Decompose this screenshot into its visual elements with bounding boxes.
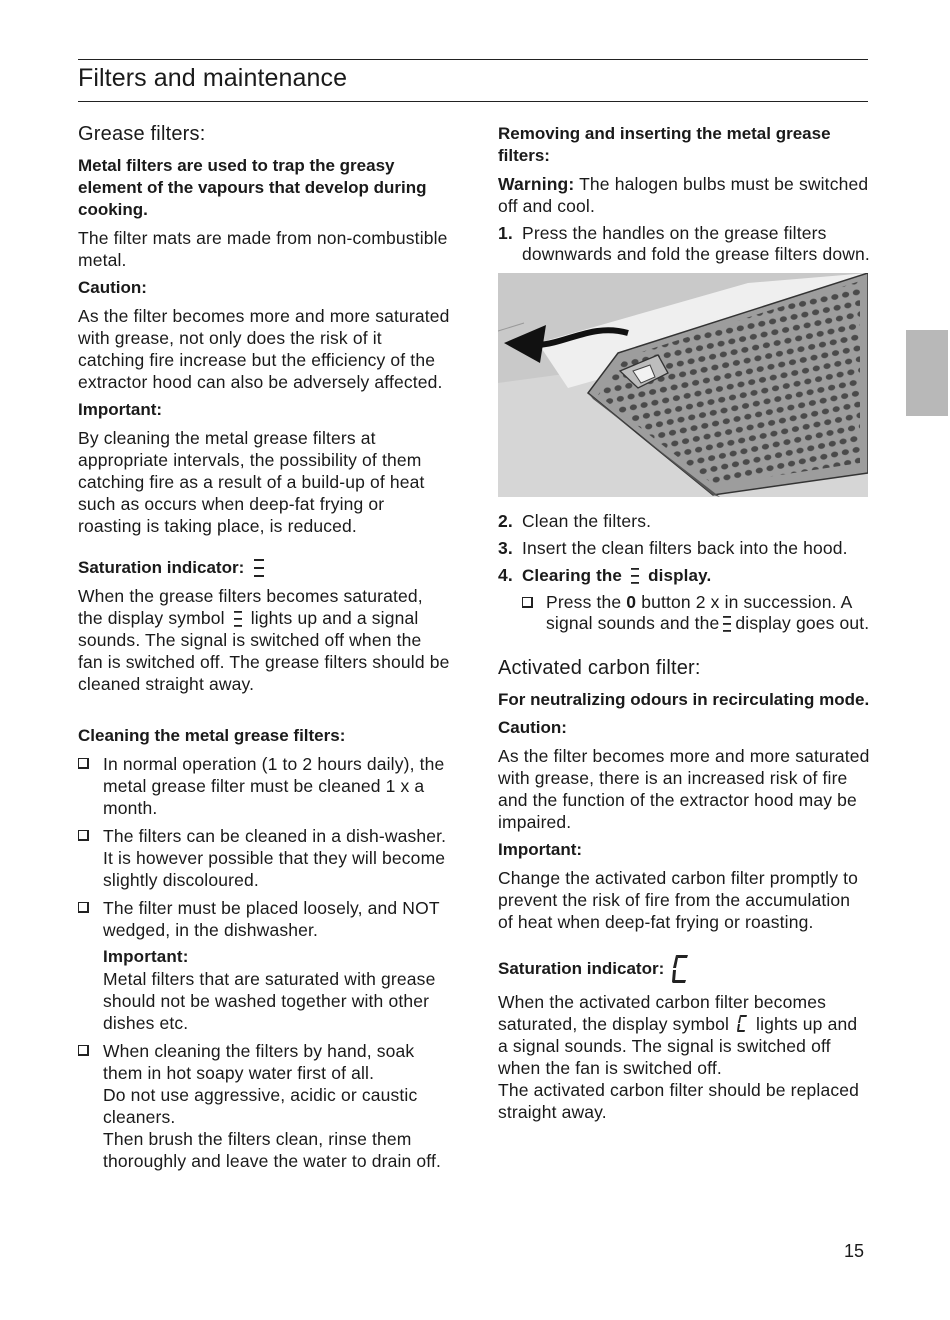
grease-saturation-text-part1: When the grease filters becomes saturated, the display symbol [78,586,423,628]
cleaning-heading: Cleaning the metal grease filters: [78,726,346,745]
carbon-filter-symbol-inline-icon [737,1014,748,1033]
grease-saturation-heading [78,557,450,579]
right-column [498,123,870,1129]
step-4-pre: Clearing the [522,566,623,585]
checkbox-bullet-icon [78,758,89,769]
carbon-saturation-heading [498,953,870,985]
remaining-steps [498,511,870,634]
warning-body: The halogen bulbs must be switched off and cool. [498,174,869,216]
carbon-saturation-text-part3: The activated carbon filter should be replaced straight away. [498,1080,860,1122]
warning-text [498,173,870,217]
list-item: The filters can be cleaned in a dish-washer. It is however possible that they will become slightly discoloured. [78,825,450,891]
grease-filter-removal-illustration [498,273,868,497]
zero-button-label: 0 [626,592,637,612]
checkbox-bullet-icon [78,1045,89,1056]
removal-steps [498,223,870,265]
step-4-post: display. [648,566,712,585]
left-column [78,120,450,1178]
hand-cleaning-text-3: Then brush the filters clean, rinse them thoroughly and leave the water to drain off. [103,1129,442,1171]
list-item: The filter must be placed loosely, and NOT wedged, in the dishwasher. Important: Metal filters that are saturated with grease should not be washed together with other dishes etc. [78,897,450,1034]
filter-mats-text: The filter mats are made from non-combustible metal. [78,228,448,270]
carbon-filter-heading: Activated carbon filter: [498,657,701,679]
grease-filter-symbol-icon [252,558,266,578]
step-2: 2. Clean the filters. [498,511,652,531]
warning-label: Warning: [498,174,575,194]
cleaning-important-label: Important: [103,947,189,966]
carbon-filter-symbol-icon [672,953,690,985]
grease-filter-symbol-inline-icon [233,610,243,627]
cleaning-list [78,753,450,1172]
carbon-filter-lead: For neutralizing odours in recirculating mode. [498,690,870,709]
grease-saturation-text-part2: lights up and a signal sounds. The signal is switched off when the fan is switched off. The grease filters should be cleaned straight away. [78,608,450,694]
caution-label: Caution: [78,278,147,297]
cleaning-important-text: Metal filters that are saturated with grease should not be washed together with other dishes etc. [103,969,436,1033]
carbon-saturation-text-part2: lights up and a signal sounds. The signal is switched off when the fan is switched off. [498,1014,858,1078]
removing-heading: Removing and inserting the metal grease filters: [498,124,831,165]
grease-saturation-text [78,585,450,695]
carbon-important-text: Change the activated carbon filter promptly to prevent the risk of fire from the accumulation of heat when deep-fat frying or roasting. [498,868,859,932]
list-item [78,1040,450,1172]
important-text: By cleaning the metal grease filters at appropriate intervals, the possibility of them catching fire as a result of a build-up of heat such as occurs when deep-fat frying or roasting is taking place, is reduced. [78,428,425,536]
checkbox-bullet-icon [78,902,89,913]
step-4-sub-list [522,592,870,634]
step-4: 4. Clearing the display. Press the 0 button 2 x in succession. A signal sounds and the display goes out. [498,565,870,633]
step-1: 1. Press the handles on the grease filters downwards and fold the grease filters down. [498,223,870,264]
carbon-caution-label: Caution: [498,718,567,737]
carbon-saturation-label: Saturation indicator: [498,959,665,978]
carbon-caution-text: As the filter becomes more and more saturated with grease, there is an increased risk of fire and the function of the extractor hood may be impaired. [498,746,870,832]
page-title: Filters and maintenance [78,64,348,92]
step-3: 3. Insert the clean filters back into the hood. [498,538,848,558]
checkbox-bullet-icon [78,830,89,841]
carbon-saturation-text-part1: When the activated carbon filter becomes saturated, the display symbol [498,992,826,1034]
top-rule [78,59,868,60]
hand-cleaning-text-1: When cleaning the filters by hand, soak them in hot soapy water first of all. [103,1041,415,1083]
checkbox-bullet-icon [522,597,533,608]
section-tab-marker [906,330,948,416]
list-item: In normal operation (1 to 2 hours daily), the metal grease filter must be cleaned 1 x a month. [78,753,450,819]
grease-saturation-label: Saturation indicator: [78,558,245,577]
grease-filter-symbol-inline-icon [722,615,732,632]
carbon-important-label: Important: [498,840,583,859]
important-label: Important: [78,400,163,419]
grease-filters-lead: Metal filters are used to trap the greasy element of the vapours that develop during cooking. [78,156,427,219]
carbon-saturation-text [498,991,870,1123]
grease-filters-heading: Grease filters: [78,123,206,145]
title-rule [78,101,868,102]
page-number: 15 [844,1241,865,1261]
list-item: Press the 0 button 2 x in succession. A signal sounds and the display goes out. [522,592,870,634]
hand-cleaning-text-2: Do not use aggressive, acidic or caustic cleaners. [103,1085,418,1127]
grease-filter-symbol-inline-icon [630,567,640,584]
caution-text: As the filter becomes more and more saturated with grease, not only does the risk of it catching fire increase but the efficiency of the extractor hood can also be adversely affected. [78,306,450,392]
